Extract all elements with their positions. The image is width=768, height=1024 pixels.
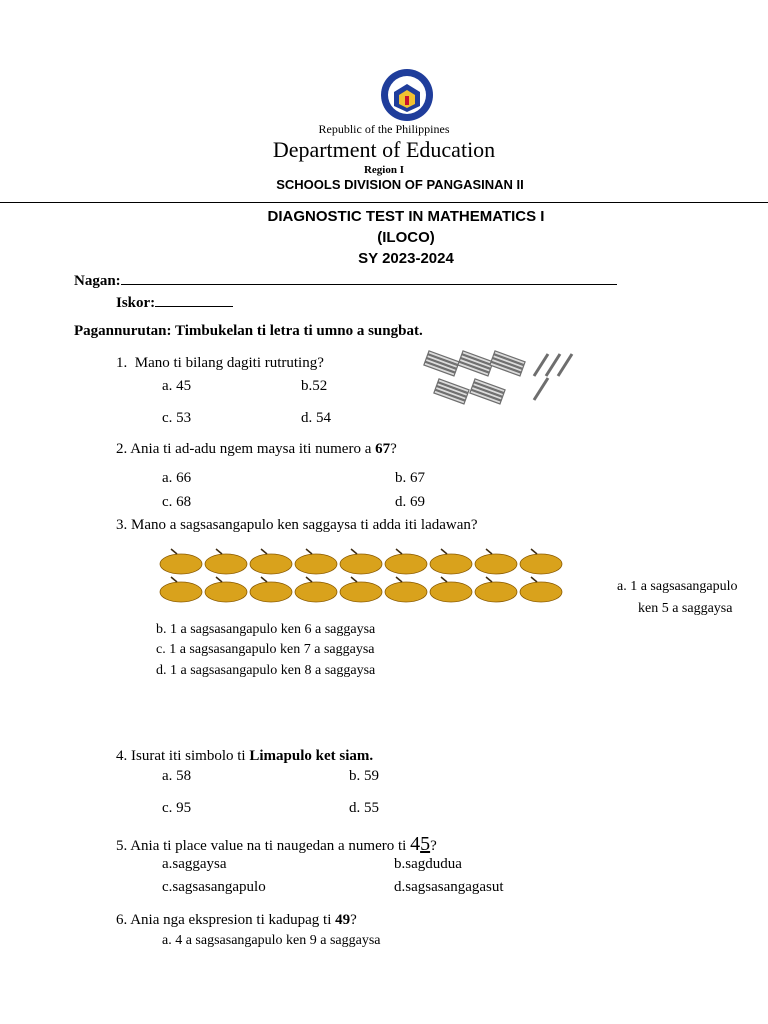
department-title: Department of Education — [272, 137, 496, 162]
question-text: Isurat iti simbolo ti — [131, 748, 250, 764]
q3-choice-d[interactable]: d. 1 a sagsasangapulo ken 8 a saggaysa — [156, 663, 376, 678]
division-text: SCHOOLS DIVISION OF PANGASINAN II — [276, 177, 524, 192]
question-text: Ania ti place value na ti naugedan a numero ti — [130, 838, 411, 854]
test-title: DIAGNOSTIC TEST IN MATHEMATICS I — [267, 208, 545, 225]
instructions — [74, 323, 423, 340]
q1-choice-a[interactable]: a. 45 — [162, 378, 192, 394]
q5-choice-c[interactable]: c.sagsasangapulo — [162, 879, 266, 895]
stick-bundle — [490, 351, 525, 376]
question-text: Mano ti bilang dagiti rutruting? — [134, 355, 324, 371]
q2-choice-d[interactable]: d. 69 — [395, 494, 425, 510]
question-2: 2. Ania ti ad-adu ngem maysa iti numero a 67? — [116, 441, 397, 457]
q2-choice-c[interactable]: c. 68 — [162, 494, 192, 510]
republic-text: Republic of the Philippines — [318, 122, 450, 136]
mango-icon — [475, 577, 517, 602]
q5-choice-b[interactable]: b.sagdudua — [394, 856, 462, 872]
deped-seal — [380, 68, 434, 122]
question-emphasis: 49 — [335, 912, 351, 928]
q5-choice-a[interactable]: a.saggaysa — [162, 856, 227, 872]
question-5: 5. Ania ti place value na ti naugedan a numero ti 45? — [116, 833, 437, 855]
question-number: 1. — [116, 355, 128, 371]
q3-choice-c[interactable]: c. 1 a sagsasangapulo ken 7 a saggaysa — [156, 642, 375, 657]
score-field[interactable] — [116, 294, 233, 312]
question-1 — [116, 355, 324, 372]
mango-icon — [340, 549, 382, 574]
mango-icon — [250, 549, 292, 574]
q1-choice-b[interactable]: b.52 — [301, 378, 328, 394]
question-number: 4. — [116, 748, 128, 764]
mango-icon — [205, 577, 247, 602]
q5-choice-d[interactable]: d.sagsasangagasut — [394, 879, 504, 895]
underlined-digit: 5 — [420, 833, 431, 855]
q4-choice-c[interactable]: c. 95 — [162, 800, 192, 816]
name-field[interactable] — [74, 272, 617, 290]
mangoes-illustration — [158, 542, 564, 606]
q4-choice-b[interactable]: b. 59 — [349, 768, 379, 784]
region-text: Region I — [363, 164, 405, 176]
instructions-label: Pagannurutan: — [74, 323, 172, 339]
mango-icon — [205, 549, 247, 574]
question-3 — [116, 517, 478, 534]
mango-icon — [385, 577, 427, 602]
mango-icon — [295, 549, 337, 574]
single-stick — [534, 354, 548, 376]
stick-bundle — [470, 379, 505, 404]
q3-choice-b[interactable]: b. 1 a sagsasangapulo ken 6 a saggaysa — [156, 622, 376, 637]
mango-icon — [250, 577, 292, 602]
question-text: Mano a sagsasangapulo ken saggaysa ti adda iti ladawan? — [131, 517, 478, 533]
q4-choice-a[interactable]: a. 58 — [162, 768, 192, 784]
mango-icon — [520, 577, 562, 602]
q3-choice-a[interactable]: a. 1 a sagsasangapulo — [617, 579, 738, 594]
mango-icon — [430, 577, 472, 602]
q2-choice-a[interactable]: a. 66 — [162, 470, 192, 486]
mango-icon — [340, 577, 382, 602]
stick-bundle — [424, 351, 459, 376]
mango-icon — [430, 549, 472, 574]
q4-choice-d[interactable]: d. 55 — [349, 800, 379, 816]
question-number: 3. — [116, 517, 128, 533]
sticks-illustration — [422, 346, 582, 416]
instructions-text: Timbukelan ti letra ti umno a sungbat. — [175, 323, 423, 339]
q2-choice-b[interactable]: b. 67 — [395, 470, 425, 486]
single-stick — [546, 354, 560, 376]
single-stick — [534, 378, 548, 400]
question-6: 6. Ania nga ekspresion ti kadupag ti 49? — [116, 912, 357, 928]
q3-choice-a-cont: ken 5 a saggaysa — [638, 601, 733, 616]
stick-bundle — [434, 379, 469, 404]
mango-icon — [520, 549, 562, 574]
q6-choice-a[interactable]: a. 4 a sagsasangapulo ken 9 a saggaysa — [162, 933, 381, 948]
mango-icon — [385, 549, 427, 574]
mango-icon — [160, 549, 202, 574]
question-emphasis: Limapulo ket siam. — [249, 748, 374, 764]
school-year: SY 2023-2024 — [358, 250, 454, 267]
single-stick — [558, 354, 572, 376]
question-number: 2. — [116, 441, 128, 457]
question-emphasis: 67 — [375, 441, 391, 457]
stick-bundle — [458, 351, 493, 376]
question-text: Ania ti ad-adu ngem maysa iti numero a — [130, 441, 376, 457]
mango-icon — [295, 577, 337, 602]
name-label: Nagan: — [74, 273, 121, 289]
header-divider — [0, 202, 768, 203]
question-number: 5. — [116, 838, 128, 854]
question-text: Ania nga ekspresion ti kadupag ti — [130, 912, 336, 928]
q1-choice-c[interactable]: c. 53 — [162, 410, 192, 426]
question-4 — [116, 748, 373, 765]
number-45: 45 — [410, 833, 431, 855]
question-number: 6. — [116, 912, 128, 928]
mango-icon — [475, 549, 517, 574]
q1-choice-d[interactable]: d. 54 — [301, 410, 331, 426]
score-label: Iskor: — [116, 295, 156, 311]
mango-icon — [160, 577, 202, 602]
test-language: (ILOCO) — [377, 229, 435, 246]
